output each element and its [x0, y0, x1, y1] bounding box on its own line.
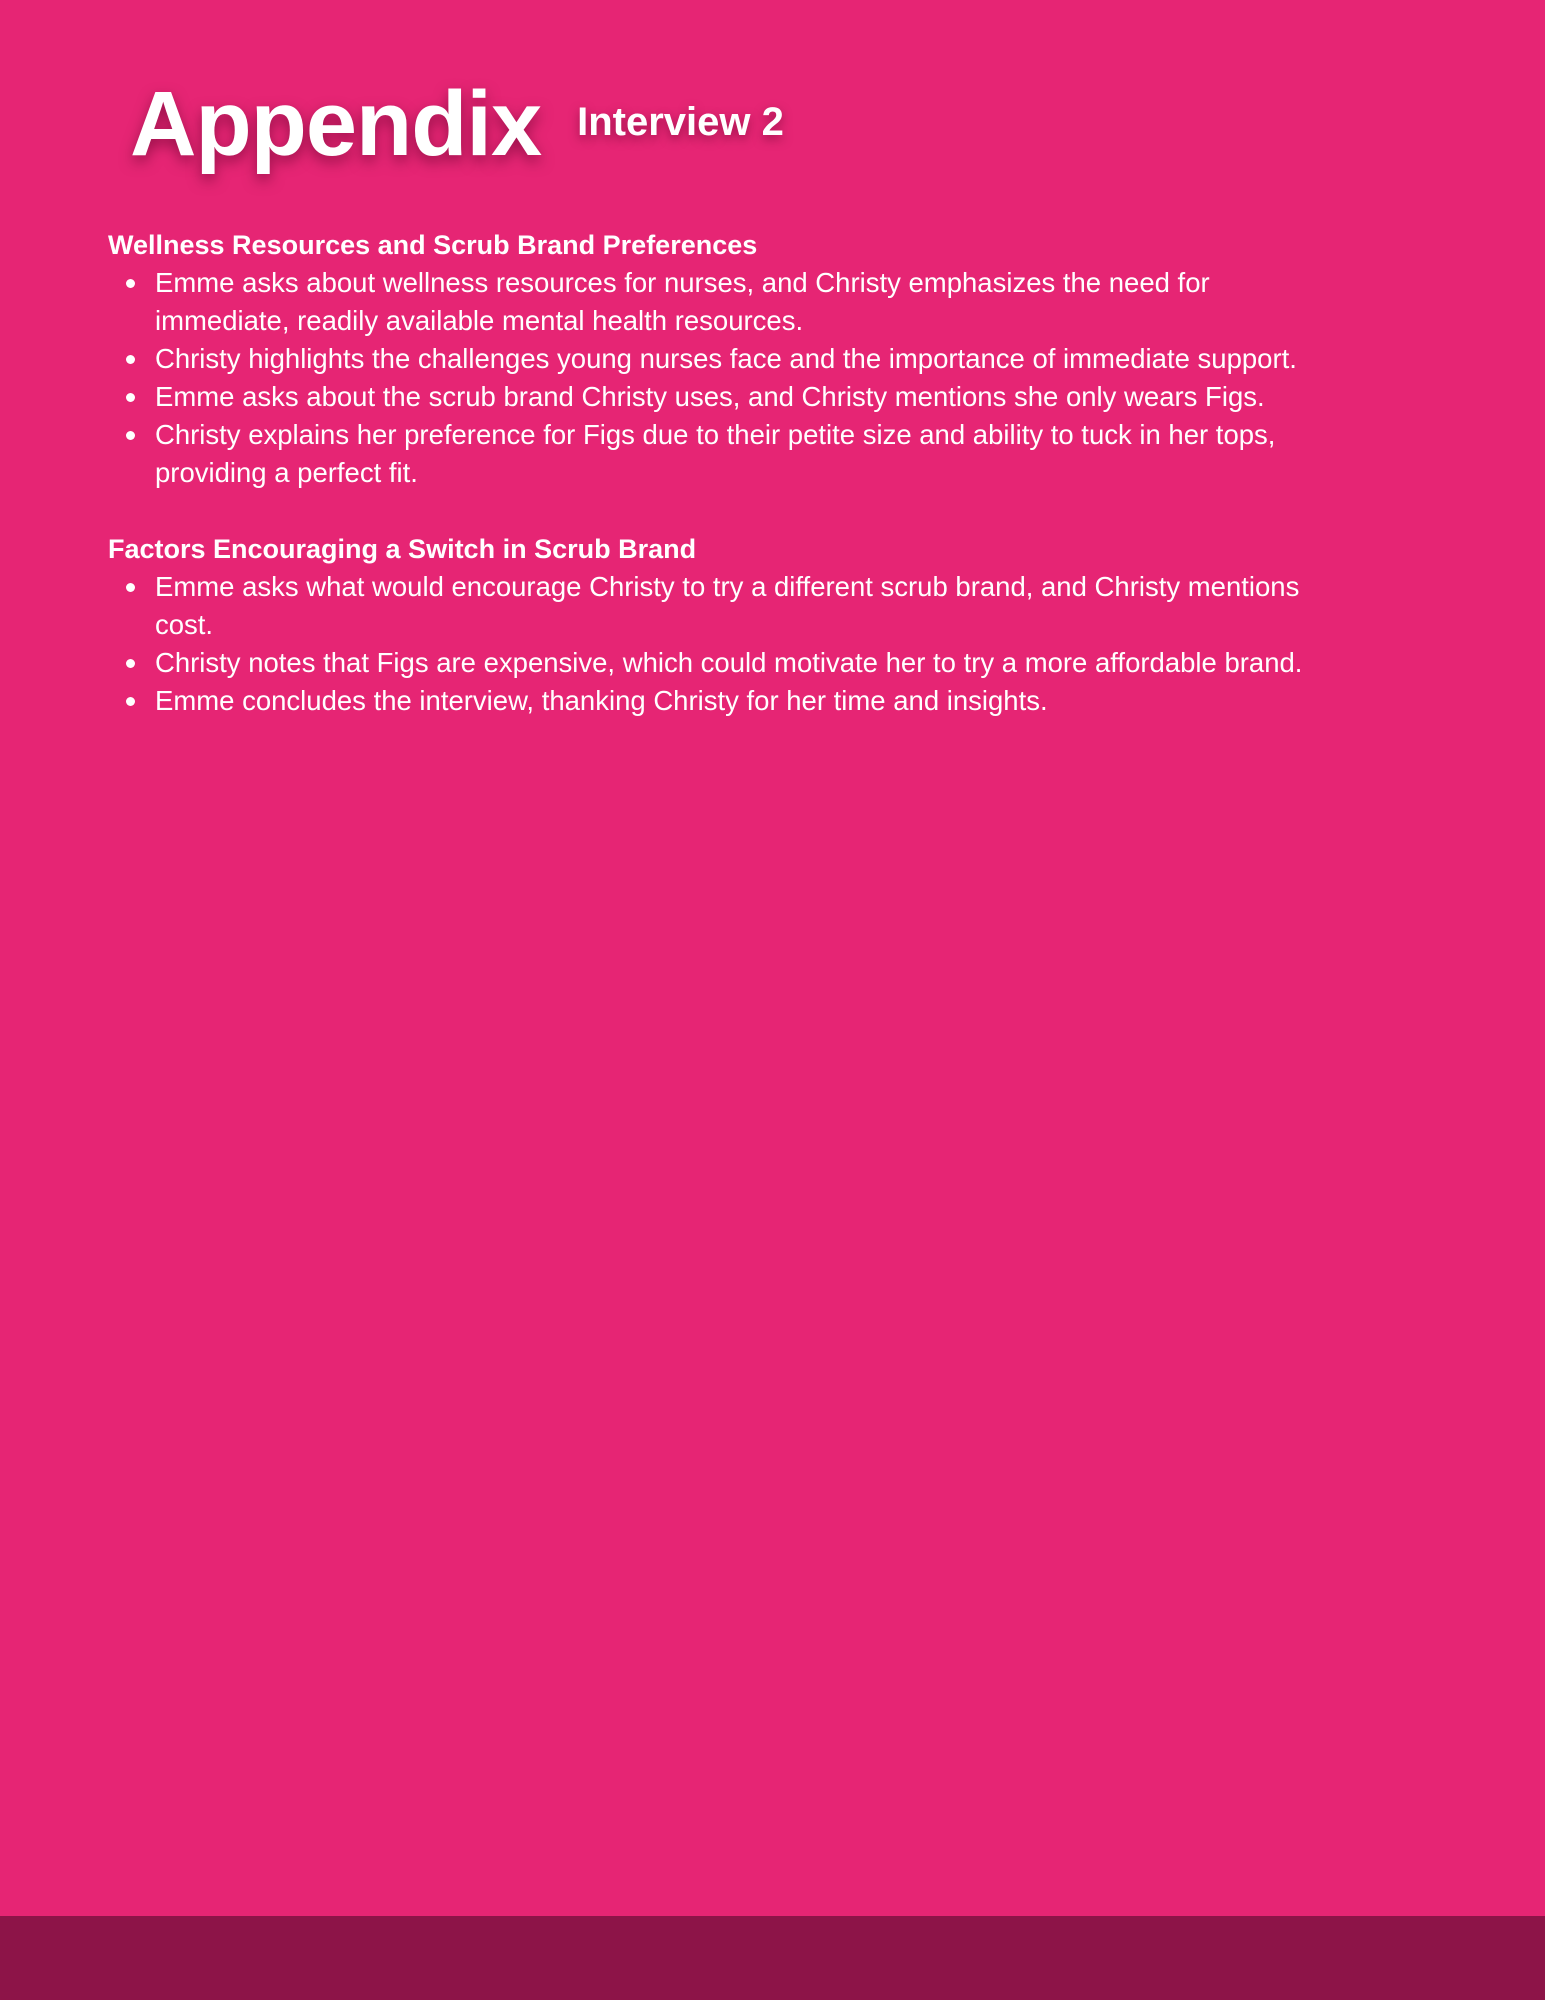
bullet-icon	[126, 659, 135, 668]
list-item	[108, 416, 1348, 492]
page-title: Appendix	[130, 73, 542, 175]
bullet-text: Emme asks about wellness resources for nurses, and Christy emphasizes the need for immediate, readily available mental health resources.	[155, 267, 1210, 336]
section-wellness-resources	[108, 226, 1348, 492]
bullet-text: Emme asks about the scrub brand Christy uses, and Christy mentions she only wears Figs.	[155, 381, 1265, 412]
bullet-icon	[126, 355, 135, 364]
list-item	[108, 264, 1348, 340]
bullet-list	[108, 264, 1348, 492]
bullet-text: Christy explains her preference for Figs due to their petite size and ability to tuck in her tops, providing a perfect fit.	[155, 419, 1276, 488]
bullet-list	[108, 568, 1348, 720]
list-item	[108, 644, 1348, 682]
list-item	[108, 340, 1348, 378]
page-header	[130, 73, 784, 175]
bullet-text: Emme concludes the interview, thanking Christy for her time and insights.	[155, 685, 1048, 716]
bullet-icon	[126, 279, 135, 288]
list-item	[108, 378, 1348, 416]
section-switch-factors	[108, 530, 1348, 720]
page-subtitle: Interview 2	[577, 100, 784, 144]
section-heading: Wellness Resources and Scrub Brand Preferences	[108, 230, 758, 260]
section-heading: Factors Encouraging a Switch in Scrub Brand	[108, 534, 697, 564]
bullet-text: Emme asks what would encourage Christy to try a different scrub brand, and Christy mentions cost.	[155, 571, 1300, 640]
list-item	[108, 682, 1348, 720]
content-body	[108, 226, 1348, 720]
bullet-icon	[126, 697, 135, 706]
bullet-text: Christy notes that Figs are expensive, which could motivate her to try a more affordable brand.	[155, 647, 1303, 678]
footer-bar	[0, 1916, 1545, 2000]
bullet-icon	[126, 393, 135, 402]
bullet-icon	[126, 431, 135, 440]
bullet-text: Christy highlights the challenges young nurses face and the importance of immediate support.	[155, 343, 1297, 374]
bullet-icon	[126, 583, 135, 592]
list-item	[108, 568, 1348, 644]
